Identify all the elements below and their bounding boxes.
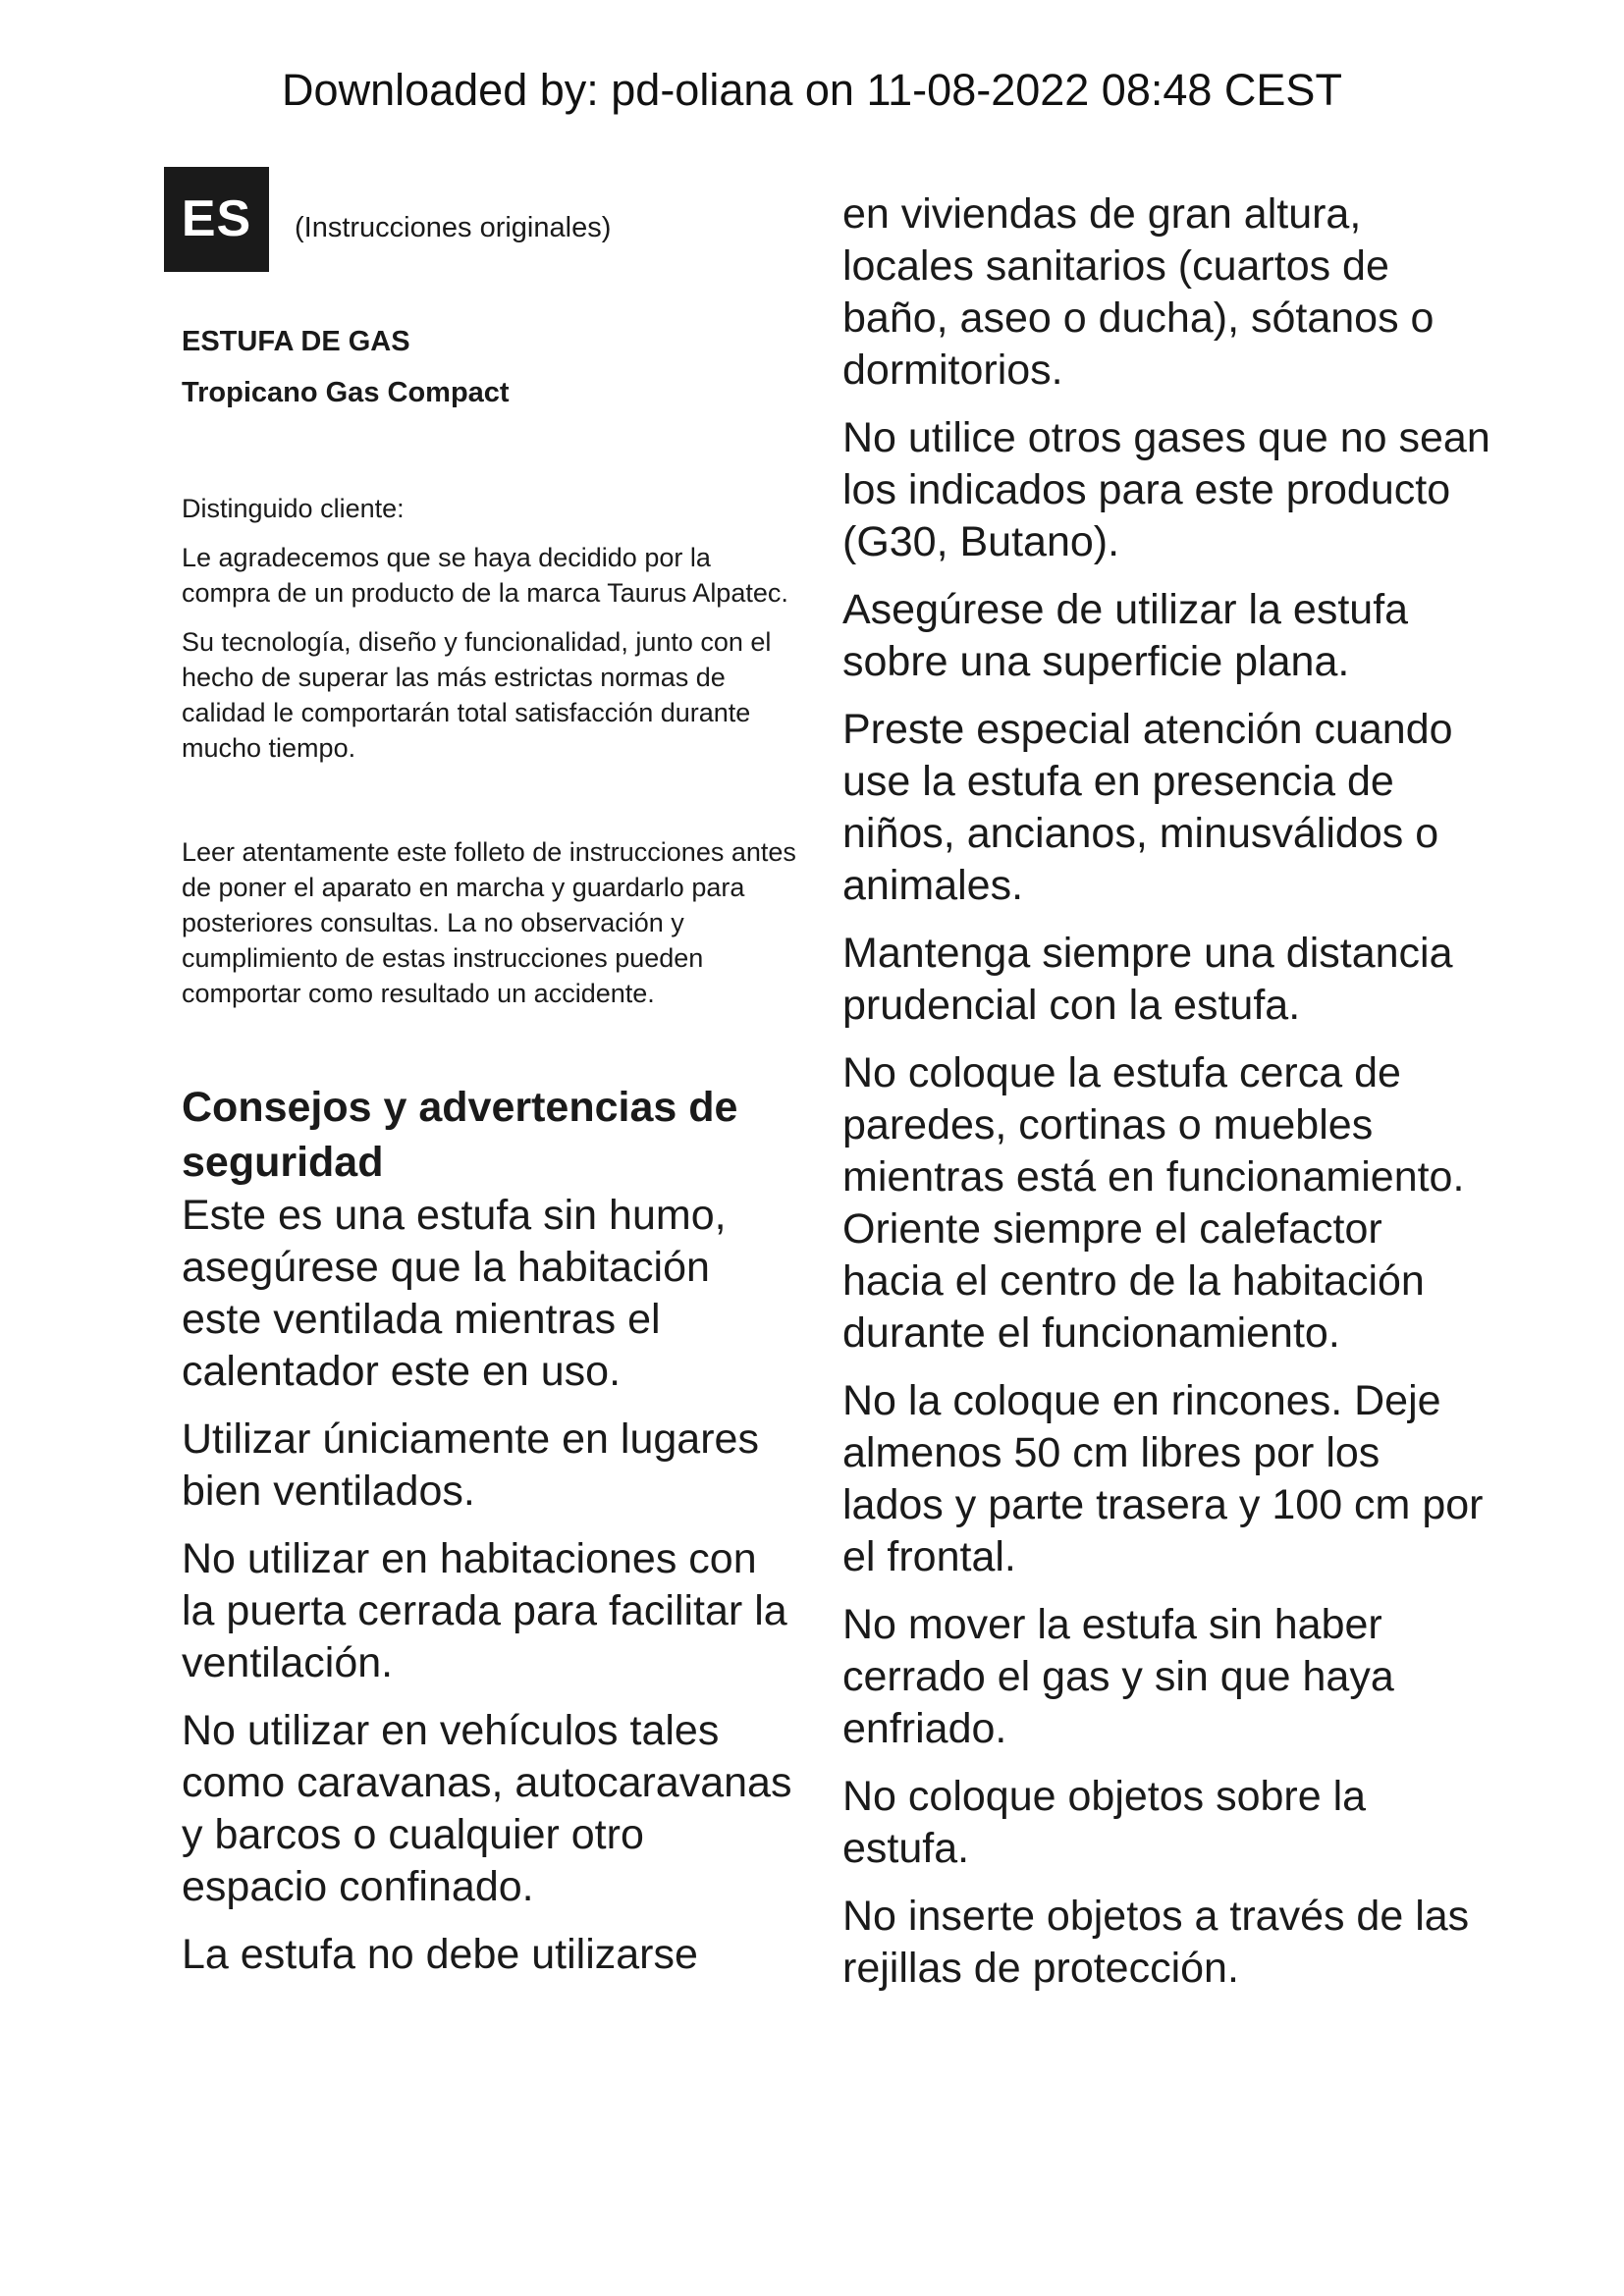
- safety-paragraph: No la coloque en rincones. Deje almenos 50 cm libres por los lados y parte trasera y 100 cm por el frontal.: [842, 1377, 1484, 1580]
- language-badge: ES: [164, 167, 269, 272]
- safety-paragraph: Utilizar úniciamente en lugares bien ventilados.: [182, 1415, 759, 1515]
- intro-paragraph: Su tecnología, diseño y funcionalidad, junto con el hecho de superar las más estrictas normas de calidad le comportarán total satisfacción durante mucho tiempo.: [182, 627, 772, 763]
- safety-paragraph: La estufa no debe utilizarse: [182, 1931, 698, 1978]
- safety-paragraph: No coloque la estufa cerca de paredes, cortinas o muebles mientras está en funcionamiento. Oriente siempre el calefactor hacia el centro de la habitación durante el funcionamiento.: [842, 1049, 1465, 1357]
- download-watermark: Downloaded by: pd-oliana on 11-08-2022 08:48 CEST: [282, 65, 1342, 115]
- left-column: [182, 324, 800, 1997]
- safety-paragraph: en viviendas de gran altura, locales sanitarios (cuartos de baño, aseo o ducha), sótanos o dormitorios.: [842, 190, 1435, 394]
- intro-greeting: Distinguido cliente:: [182, 494, 405, 523]
- safety-paragraph: No utilice otros gases que no sean los indicados para este producto (G30, Butano).: [842, 414, 1490, 565]
- safety-paragraph: No mover la estufa sin haber cerrado el gas y sin que haya enfriado.: [842, 1601, 1394, 1752]
- safety-paragraph: Este es una estufa sin humo, asegúrese que la habitación este ventilada mientras el calentador este en uso.: [182, 1192, 727, 1395]
- safety-paragraph: No coloque objetos sobre la estufa.: [842, 1773, 1367, 1872]
- safety-paragraph: Mantenga siempre una distancia prudencial con la estufa.: [842, 930, 1453, 1029]
- safety-paragraph: No utilizar en habitaciones con la puerta cerrada para facilitar la ventilación.: [182, 1535, 787, 1686]
- read-instructions-paragraph: Leer atentamente este folleto de instrucciones antes de poner el aparato en marcha y guardarlo para posteriores consultas. La no observación y cumplimiento de estas instrucciones pueden comportar como resultado un accidente.: [182, 837, 796, 1008]
- section-heading: Consejos y advertencias de seguridad: [182, 1084, 738, 1186]
- product-type: ESTUFA DE GAS: [182, 326, 410, 357]
- product-name: Tropicano Gas Compact: [182, 377, 510, 408]
- intro-paragraph: Le agradecemos que se haya decidido por la compra de un producto de la marca Taurus Alpatec.: [182, 543, 788, 608]
- safety-paragraph: Preste especial atención cuando use la estufa en presencia de niños, ancianos, minusválidos o animales.: [842, 706, 1453, 909]
- safety-paragraph: Asegúrese de utilizar la estufa sobre una superficie plana.: [842, 586, 1409, 685]
- safety-paragraph: No inserte objetos a través de las rejillas de protección.: [842, 1893, 1470, 1992]
- right-column: [842, 188, 1490, 2010]
- safety-paragraph: No utilizar en vehículos tales como caravanas, autocaravanas y barcos o cualquier otro espacio confinado.: [182, 1707, 792, 1910]
- original-instructions-note: (Instrucciones originales): [295, 212, 612, 243]
